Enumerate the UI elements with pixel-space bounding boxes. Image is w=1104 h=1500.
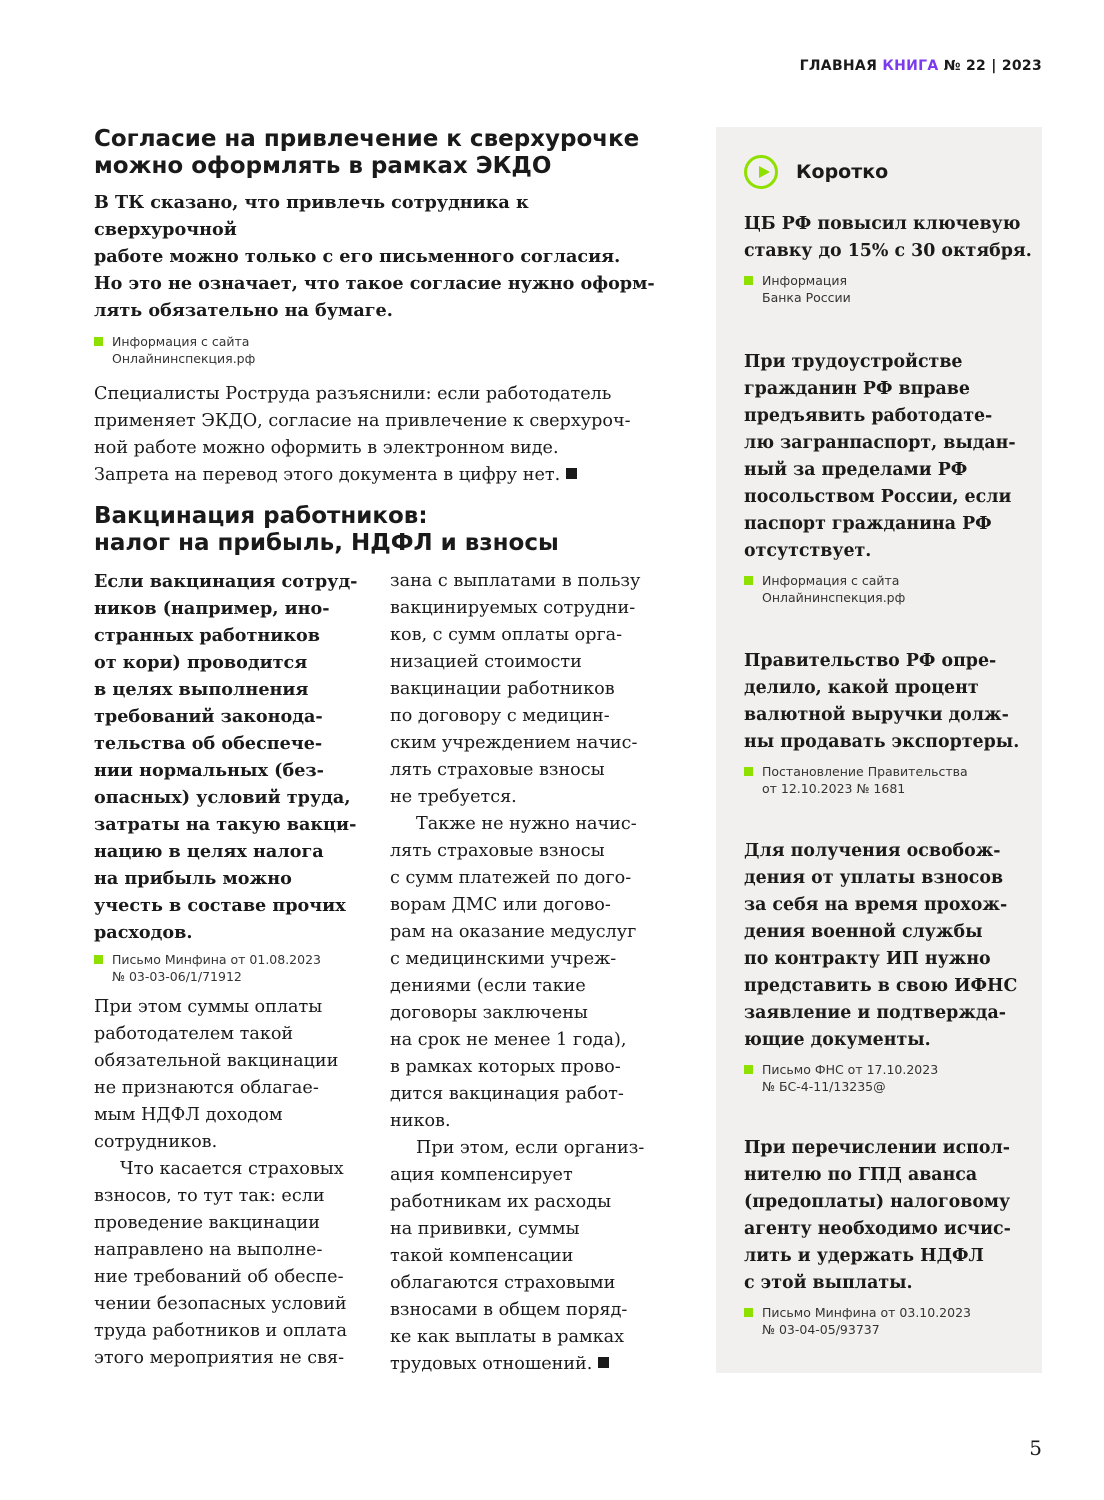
bullet-square-icon: [744, 1308, 753, 1317]
source-note: [744, 272, 1034, 306]
lead-line: учесть в составе прочих: [94, 895, 346, 916]
lead-line: заявление и подтвержда-: [744, 1003, 1006, 1023]
source-line: Письмо Минфина от 01.08.2023: [112, 952, 321, 967]
lead-line: Но это не означает, что такое согласие нужно оформ-: [94, 273, 655, 294]
source-line: Письмо ФНС от 17.10.2023: [762, 1062, 939, 1077]
article-paragraph: [390, 811, 680, 1135]
end-mark-icon: [566, 468, 577, 479]
lead-line: В ТК сказано, что привлечь сотрудника к сверхурочной: [94, 192, 529, 240]
article-body: [94, 381, 674, 489]
article-lead: [94, 568, 374, 946]
article-title: [94, 126, 674, 180]
lead-line: Для получения освобож-: [744, 841, 1001, 861]
lead-line: При перечислении испол-: [744, 1138, 1010, 1158]
lead-line: ющие документы.: [744, 1030, 931, 1050]
body-line: ной работе можно оформить в электронном виде.: [94, 438, 559, 458]
body-line: Также не нужно начис-: [416, 814, 637, 834]
source-line: Онлайнинспекция.рф: [112, 351, 256, 366]
body-line: При этом суммы оплаты: [94, 997, 323, 1017]
body-line: ским учреждением начис-: [390, 733, 638, 753]
source-line: Банка России: [762, 290, 851, 305]
lead-line: за себя на время прохож-: [744, 895, 1008, 915]
body-line: применяет ЭКДО, согласие на привлечение к сверхуроч-: [94, 411, 631, 431]
article-paragraph: [94, 1156, 374, 1372]
news-lead: [744, 648, 1034, 756]
body-line: зана с выплатами в пользу: [390, 571, 641, 591]
body-line: на прививки, суммы: [390, 1219, 580, 1239]
lead-line: паспорт гражданина РФ: [744, 514, 992, 534]
body-line: рам на оказание медуслуг: [390, 922, 637, 942]
body-line: ворам ДМС или догово-: [390, 895, 611, 915]
source-line: № 03-04-05/93737: [762, 1322, 880, 1337]
title-line: можно оформлять в рамках ЭКДО: [94, 153, 552, 179]
body-line: взносами в общем поряд-: [390, 1300, 628, 1320]
body-line: чении безопасных условий: [94, 1294, 347, 1314]
lead-line: ный за пределами РФ: [744, 460, 968, 480]
body-line: работодателем такой: [94, 1024, 294, 1044]
source-line: № 03-03-06/1/71912: [112, 969, 242, 984]
lead-line: с этой выплаты.: [744, 1273, 913, 1293]
lead-line: затраты на такую вакци-: [94, 814, 357, 835]
lead-line: делило, какой процент: [744, 678, 979, 698]
body-line: проведение вакцинации: [94, 1213, 321, 1233]
body-line: ние требований об обеспе-: [94, 1267, 344, 1287]
lead-line: ЦБ РФ повысил ключевую: [744, 214, 1021, 234]
source-note: [94, 951, 374, 985]
body-line: ников.: [390, 1111, 451, 1131]
lead-line: нителю по ГПД аванса: [744, 1165, 978, 1185]
body-line: дениями (если такие: [390, 976, 586, 996]
source-line: Информация: [762, 273, 848, 288]
body-line: с сумм платежей по дого-: [390, 868, 632, 888]
lead-line: тельства об обеспече-: [94, 733, 323, 754]
sidebar-news-item: [744, 211, 1034, 306]
source-note: [94, 333, 674, 367]
body-line: такой компенсации: [390, 1246, 574, 1266]
article-paragraph: [390, 568, 680, 811]
news-lead: [744, 349, 1034, 565]
body-line: мым НДФЛ доходом: [94, 1105, 283, 1125]
lead-line: дения военной службы: [744, 922, 983, 942]
article-column-2: [390, 568, 680, 1378]
lead-line: При трудоустройстве: [744, 352, 963, 372]
body-line: При этом, если организ-: [416, 1138, 645, 1158]
lead-line: ны продавать экспортеры.: [744, 732, 1020, 752]
lead-line: агенту необходимо исчис-: [744, 1219, 1011, 1239]
lead-line: Правительство РФ опре-: [744, 651, 997, 671]
lead-line: опасных) условий труда,: [94, 787, 351, 808]
sidebar-briefly: [716, 127, 1042, 1373]
title-line: Вакцинация работников:: [94, 503, 428, 529]
body-line: не признаются облагае-: [94, 1078, 319, 1098]
body-line: договоры заключены: [390, 1003, 588, 1023]
lead-line: предъявить работодате-: [744, 406, 993, 426]
body-line: работникам их расходы: [390, 1192, 612, 1212]
lead-line: Если вакцинация сотруд-: [94, 571, 358, 592]
end-mark-icon: [598, 1357, 609, 1368]
brand-name: ГЛАВНАЯ: [799, 58, 878, 74]
body-line: вакцинации работников: [390, 679, 615, 699]
lead-line: ников (например, ино-: [94, 598, 330, 619]
lead-line: странных работников: [94, 625, 320, 646]
body-line: сотрудников.: [94, 1132, 218, 1152]
source-line: Информация с сайта: [762, 573, 900, 588]
lead-line: посольством России, если: [744, 487, 1012, 507]
source-line: № БС-4-11/13235@: [762, 1079, 886, 1094]
lead-line: работе можно только с его письменного согласия.: [94, 246, 621, 267]
lead-line: валютной выручки долж-: [744, 705, 1009, 725]
lead-line: лю загранпаспорт, выдан-: [744, 433, 1016, 453]
body-line: дится вакцинация работ-: [390, 1084, 624, 1104]
lead-line: дения от уплаты взносов: [744, 868, 1004, 888]
article-paragraph: [94, 994, 374, 1156]
body-line: облагаются страховыми: [390, 1273, 616, 1293]
body-line: Запрета на перевод этого документа в цифру нет.: [94, 465, 561, 485]
lead-line: расходов.: [94, 922, 193, 943]
news-lead: [744, 838, 1034, 1054]
body-line: трудовых отношений.: [390, 1354, 593, 1374]
article-title-vaccination: [94, 503, 674, 557]
source-note: [744, 1304, 1034, 1338]
source-line: от 12.10.2023 № 1681: [762, 781, 906, 796]
lead-line: отсутствует.: [744, 541, 872, 561]
body-line: Что касается страховых: [120, 1159, 344, 1179]
lead-line: представить в свою ИФНС: [744, 976, 1018, 996]
sidebar-header: [744, 155, 888, 189]
body-line: ке как выплаты в рамках: [390, 1327, 625, 1347]
bullet-square-icon: [94, 955, 103, 964]
bullet-square-icon: [94, 337, 103, 346]
source-line: Информация с сайта: [112, 334, 250, 349]
page-number: 5: [1029, 1436, 1042, 1460]
body-line: с медицинскими учреж-: [390, 949, 617, 969]
lead-line: требований законода-: [94, 706, 323, 727]
lead-line: от кори) проводится: [94, 652, 308, 673]
source-line: Онлайнинспекция.рф: [762, 590, 906, 605]
source-line: Письмо Минфина от 03.10.2023: [762, 1305, 971, 1320]
bullet-square-icon: [744, 1065, 753, 1074]
title-line: налог на прибыль, НДФЛ и взносы: [94, 530, 559, 556]
lead-line: (предоплаты) налоговому: [744, 1192, 1011, 1212]
brand-name-accent: КНИГА: [882, 58, 939, 74]
body-line: вакцинируемых сотрудни-: [390, 598, 636, 618]
sidebar-news-item: [744, 838, 1034, 1095]
body-line: по договору с медицин-: [390, 706, 610, 726]
article-column-1: [94, 568, 374, 1372]
article-lead: [94, 189, 674, 324]
body-line: направлено на выполне-: [94, 1240, 323, 1260]
lead-line: гражданин РФ вправе: [744, 379, 970, 399]
sidebar-news-item: [744, 648, 1034, 797]
article-paragraph: [390, 1135, 680, 1378]
magazine-header: [800, 58, 1042, 74]
body-line: в рамках которых прово-: [390, 1057, 621, 1077]
sidebar-news-item: [744, 1135, 1034, 1338]
body-line: обязательной вакцинации: [94, 1051, 339, 1071]
body-line: Специалисты Роструда разъяснили: если работодатель: [94, 384, 612, 404]
bullet-square-icon: [744, 767, 753, 776]
lead-line: лять обязательно на бумаге.: [94, 300, 393, 321]
lead-line: в целях выполнения: [94, 679, 309, 700]
source-note: [744, 1061, 1034, 1095]
news-lead: [744, 211, 1034, 265]
body-line: труда работников и оплата: [94, 1321, 347, 1341]
body-line: на срок не менее 1 года),: [390, 1030, 627, 1050]
sidebar-news-item: [744, 349, 1034, 606]
body-line: ков, с сумм оплаты орга-: [390, 625, 623, 645]
lead-line: на прибыль можно: [94, 868, 292, 889]
body-line: лять страховые взносы: [390, 841, 605, 861]
article-overtime-consent: [94, 126, 674, 489]
source-note: [744, 763, 1034, 797]
sidebar-title: Коротко: [796, 161, 889, 183]
lead-line: нии нормальных (без-: [94, 760, 324, 781]
body-line: лять страховые взносы: [390, 760, 605, 780]
news-lead: [744, 1135, 1034, 1297]
body-line: взносов, то тут так: если: [94, 1186, 325, 1206]
body-line: не требуется.: [390, 787, 517, 807]
issue-number: № 22 | 2023: [943, 58, 1042, 74]
bullet-square-icon: [744, 276, 753, 285]
title-line: Согласие на привлечение к сверхурочке: [94, 126, 640, 152]
source-note: [744, 572, 1034, 606]
lead-line: ставку до 15% с 30 октября.: [744, 241, 1032, 261]
body-line: ация компенсирует: [390, 1165, 573, 1185]
play-icon: [744, 155, 778, 189]
lead-line: лить и удержать НДФЛ: [744, 1246, 984, 1266]
bullet-square-icon: [744, 576, 753, 585]
body-line: этого мероприятия не свя-: [94, 1348, 345, 1368]
source-line: Постановление Правительства: [762, 764, 968, 779]
body-line: низацией стоимости: [390, 652, 582, 672]
lead-line: нацию в целях налога: [94, 841, 324, 862]
lead-line: по контракту ИП нужно: [744, 949, 991, 969]
